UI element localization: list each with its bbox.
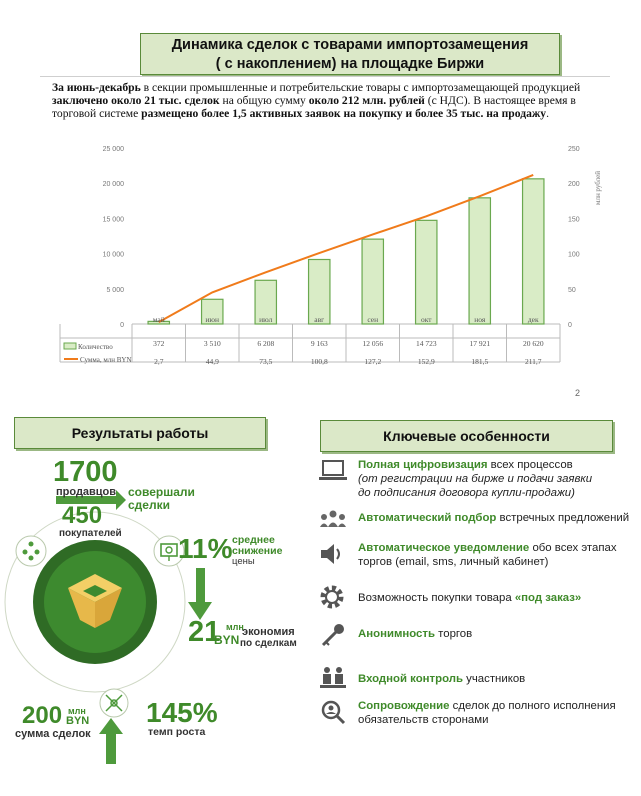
y-right-tick: 150 (568, 216, 580, 224)
line-data-label: 181,5 (471, 357, 489, 366)
x-tick-label: авг (314, 315, 325, 324)
up-arrow-icon (99, 718, 123, 764)
x-tick-label: ноя (474, 315, 486, 324)
reduction-label-2: снижение (232, 545, 283, 557)
bar-data-label: 372 (153, 339, 165, 348)
line-data-label: 44,9 (205, 357, 219, 366)
y-left-tick: 25 000 (102, 146, 124, 153)
y-right-tick: 0 (568, 322, 572, 329)
y-right-tick: 100 (568, 251, 580, 259)
feature-1-text: всех процессов (487, 459, 573, 471)
did-label-2: сделки (128, 498, 170, 512)
feature-1-line-3: до подписания договора купли-продажи) (358, 487, 575, 499)
line-data-label: 100,8 (310, 357, 328, 366)
savings-unit-2: BYN (214, 633, 240, 647)
intro-period: За июнь-декабрь (52, 81, 141, 94)
feature-5-text: торгов (434, 628, 473, 640)
bar-data-label: 9 163 (310, 339, 328, 348)
results-title: Результаты работы (14, 417, 266, 449)
feature-7-line-2: обязательств сторонами (358, 714, 489, 726)
legend-bar-swatch (64, 343, 76, 349)
legend-line-label: Сумма, млн BYN (80, 356, 132, 364)
y-right-tick: 250 (568, 146, 580, 153)
line-data-label: 211,7 (524, 357, 542, 366)
title-line-2: ( с накоплением) на площадке Биржи (215, 56, 485, 72)
growth-value: 145% (146, 697, 218, 728)
line-data-label: 2,7 (154, 357, 164, 366)
laptop-icon (318, 458, 348, 484)
intro-end: . (546, 107, 549, 121)
bar-data-label: 3 510 (203, 339, 221, 348)
reduction-label-3: цены (232, 556, 255, 567)
savings-unit-1: млн (226, 622, 244, 632)
y-left-tick: 20 000 (102, 181, 124, 189)
bar-data-label: 6 208 (257, 339, 275, 348)
title-line-1: Динамика сделок с товарами импортозамещения (171, 37, 529, 53)
bar (469, 198, 490, 324)
x-tick-label: июл (259, 315, 273, 324)
did-label-1: совершали (128, 485, 195, 499)
y-left-tick: 10 000 (102, 251, 124, 259)
savings-value: 21 (188, 616, 221, 648)
feature-5-highlight: Анонимность (358, 628, 435, 640)
savings-label-2: по сделкам (240, 638, 297, 649)
sum-label: сумма сделок (15, 728, 91, 740)
intro-sum: около 212 млн. рублей (308, 94, 425, 108)
bar-data-label: 20 620 (522, 339, 544, 348)
y-left-tick: 15 000 (102, 216, 124, 224)
deals-chart (30, 140, 602, 375)
line-data-label: 73,5 (259, 357, 273, 366)
intro-paragraph (52, 81, 608, 121)
sum-unit-2: BYN (66, 715, 90, 727)
legend-bar-label: Количество (78, 343, 113, 351)
sellers-label: продавцов (56, 486, 117, 498)
y-right-axis-label: млн рублей (594, 171, 602, 205)
line-data-label: 152,9 (417, 357, 435, 366)
feature-4-highlight: «под заказ» (514, 592, 582, 604)
feature-6-text: участников (463, 673, 526, 685)
buyers-label: покупателей (59, 528, 122, 539)
sum-unit-1: млн (68, 706, 86, 716)
intro-orders: размещено более 1,5 активных заявок на покупку и более 35 тыс. на продажу (141, 107, 547, 121)
y-left-tick: 0 (120, 322, 124, 329)
reduction-value: 11% (178, 533, 233, 564)
intro-deals: заключено около 21 тыс. сделок (52, 94, 220, 108)
magnifier-icon (318, 699, 348, 725)
people-circle (16, 536, 46, 566)
features-title: Ключевые особенности (320, 420, 613, 452)
feature-4-text: Возможность покупки товара (358, 592, 515, 604)
growth-label: темп роста (148, 726, 206, 738)
reduction-label-1: среднее (232, 534, 275, 546)
gear-icon (318, 584, 348, 610)
page-title (140, 33, 560, 75)
y-right-tick: 50 (568, 286, 576, 294)
line-data-label: 127,2 (364, 357, 382, 366)
feature-6-highlight: Входной контроль (358, 673, 464, 685)
feature-7-text: сделок до полного исполнения (449, 700, 616, 712)
bar (523, 179, 544, 324)
savings-label-1: экономия (242, 626, 295, 638)
feature-3-text: обо всех этапах (529, 542, 617, 554)
bar-data-label: 12 056 (362, 339, 384, 348)
speaker-icon (318, 541, 348, 567)
bar-data-label: 14 723 (415, 339, 437, 348)
intro-text-1: в секции промышленные и потребительские товары с импортозамещающей продукцией (140, 81, 581, 94)
y-right-tick: 200 (568, 181, 580, 189)
auto-match-icon (318, 507, 348, 533)
control-icon (318, 664, 348, 690)
feature-7-highlight: Сопровождение (358, 700, 450, 712)
x-tick-label: дек (527, 315, 539, 324)
feature-1-highlight: Полная цифровизация (358, 459, 488, 471)
bar (416, 220, 437, 324)
intro-text-3: (с НДС). В настоящее время в торговой системе (52, 94, 576, 121)
sellers-count: 1700 (53, 456, 118, 488)
bar (362, 239, 383, 324)
page-number: 2 (575, 388, 581, 398)
y-left-tick: 5 000 (106, 286, 124, 294)
buyers-count: 450 (62, 502, 103, 529)
feature-3-highlight: Автоматическое уведомление (358, 542, 530, 554)
x-tick-label: окт (420, 315, 432, 324)
x-tick-label: июн (205, 315, 220, 324)
feature-1-line-2: (от регистрации на бирже и подачи заявки (358, 473, 593, 485)
feature-2-highlight: Автоматический подбор (358, 512, 497, 524)
sum-value: 200 (22, 702, 63, 729)
x-tick-label: сен (367, 315, 379, 324)
bar-data-label: 17 921 (469, 339, 491, 348)
x-tick-label: май (152, 315, 165, 324)
key-icon (318, 622, 348, 648)
feature-2-text: встречных предложений (496, 512, 630, 524)
feature-3-line-2: торгов (email, sms, личный кабинет) (358, 556, 549, 568)
divider (40, 76, 610, 77)
down-arrow-icon (188, 568, 212, 620)
intro-text-2: на общую сумму (219, 94, 309, 108)
